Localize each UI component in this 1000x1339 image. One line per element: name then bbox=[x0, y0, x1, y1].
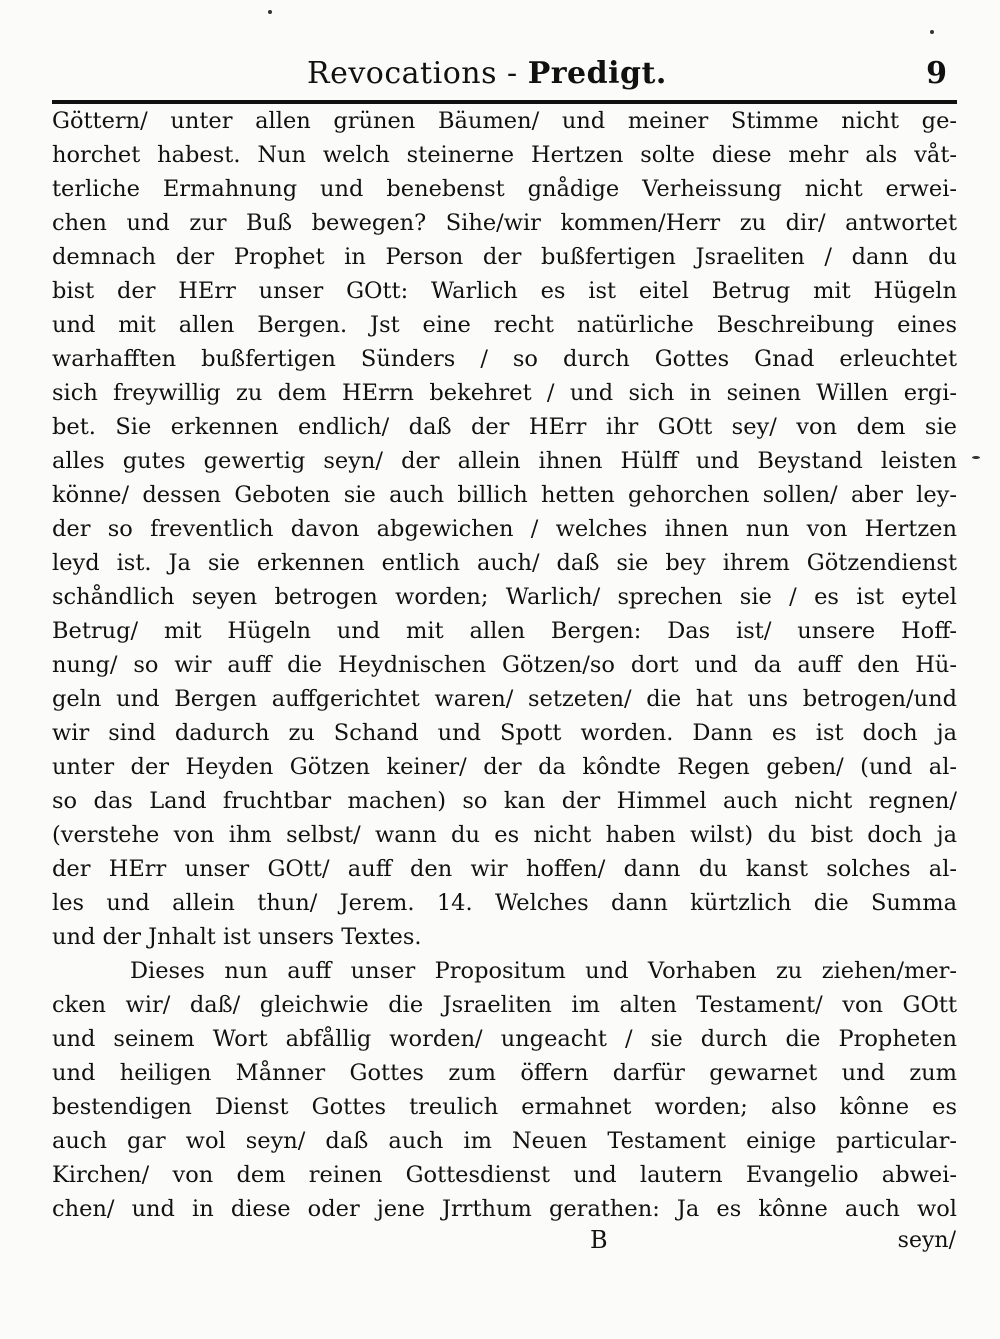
text-line: und mit allen Bergen. Jst eine recht natürliche Beschreibung eines bbox=[52, 312, 957, 338]
text-line: sich freywillig zu dem HErrn bekehret / und sich in seinen Willen ergi- bbox=[52, 380, 957, 406]
text-line: les und allein thun/ Jerem. 14. Welches dann kürtzlich die Summa bbox=[52, 890, 957, 916]
text-line: und seinem Wort abfållig worden/ ungeacht / sie durch die Propheten bbox=[52, 1026, 957, 1052]
text-line: auch gar wol seyn/ daß auch im Neuen Testament einige particular- bbox=[52, 1128, 957, 1154]
paper-speck bbox=[268, 10, 272, 14]
text-line: warhafften bußfertigen Sünders / so durch Gottes Gnad erleuchtet bbox=[52, 346, 957, 372]
text-line: chen/ und in diese oder jene Jrrthum gerathen: Ja es kônne auch wol bbox=[52, 1196, 957, 1222]
text-line: Betrug/ mit Hügeln und mit allen Bergen: Das ist/ unsere Hoff- bbox=[52, 618, 957, 644]
text-line: wir sind dadurch zu Schand und Spott worden. Dann es ist doch ja bbox=[52, 720, 957, 746]
body-text bbox=[52, 104, 957, 1226]
running-title-right: Predigt. bbox=[527, 56, 667, 91]
text-line: cken wir/ daß/ gleichwie die Jsraeliten im alten Testament/ von GOtt bbox=[52, 992, 957, 1018]
page-number: 9 bbox=[926, 56, 947, 91]
text-line: Kirchen/ von dem reinen Gottesdienst und lautern Evangelio abwei- bbox=[52, 1162, 957, 1188]
signature-mark: B bbox=[590, 1226, 608, 1254]
paper-speck bbox=[930, 30, 934, 34]
running-header bbox=[52, 52, 957, 96]
text-line: geln und Bergen auffgerichtet waren/ setzeten/ die hat uns betrogen/und bbox=[52, 686, 957, 712]
text-line: leyd ist. Ja sie erkennen entlich auch/ daß sie bey ihrem Götzendienst bbox=[52, 550, 957, 576]
text-line: und heiligen Månner Gottes zum öffern darfür gewarnet und zum bbox=[52, 1060, 957, 1086]
text-line: demnach der Prophet in Person der bußfertigen Jsraeliten / dann du bbox=[52, 244, 957, 270]
text-line: (verstehe von ihm selbst/ wann du es nicht haben wilst) du bist doch ja bbox=[52, 822, 957, 848]
text-line: könne/ dessen Geboten sie auch billich hetten gehorchen sollen/ aber ley- bbox=[52, 482, 957, 508]
paper-speck bbox=[972, 456, 980, 459]
text-line: der so freventlich davon abgewichen / welches ihnen nun von Hertzen bbox=[52, 516, 957, 542]
text-line: der HErr unser GOtt/ auff den wir hoffen/ dann du kanst solches al- bbox=[52, 856, 957, 882]
text-line: Dieses nun auff unser Propositum und Vorhaben zu ziehen/mer- bbox=[130, 958, 957, 984]
text-line: terliche Ermahnung und benebenst gnådige Verheissung nicht erwei- bbox=[52, 176, 957, 202]
text-line: bestendigen Dienst Gottes treulich ermahnet worden; also kônne es bbox=[52, 1094, 957, 1120]
catchword: seyn/ bbox=[897, 1228, 956, 1253]
text-line: nung/ so wir auff die Heydnischen Götzen/so dort und da auff den Hü- bbox=[52, 652, 957, 678]
text-line: alles gutes gewertig seyn/ der allein ihnen Hülff und Beystand leisten bbox=[52, 448, 957, 474]
text-line: schåndlich seyen betrogen worden; Warlich/ sprechen sie / es ist eytel bbox=[52, 584, 957, 610]
text-line: so das Land fruchtbar machen) so kan der Himmel auch nicht regnen/ bbox=[52, 788, 957, 814]
running-title-left: Revocations - bbox=[307, 56, 518, 91]
text-line: bet. Sie erkennen endlich/ daß der HErr ihr GOtt sey/ von dem sie bbox=[52, 414, 957, 440]
text-line: unter der Heyden Götzen keiner/ der da kôndte Regen geben/ (und al- bbox=[52, 754, 957, 780]
running-title bbox=[307, 56, 667, 91]
text-line: und der Jnhalt ist unsers Textes. bbox=[52, 924, 422, 950]
text-line: bist der HErr unser GOtt: Warlich es ist eitel Betrug mit Hügeln bbox=[52, 278, 957, 304]
text-line: horchet habest. Nun welch steinerne Hertzen solte diese mehr als våt- bbox=[52, 142, 957, 168]
text-line: Göttern/ unter allen grünen Bäumen/ und meiner Stimme nicht ge- bbox=[52, 108, 957, 134]
text-line: chen und zur Buß bewegen? Sihe/wir kommen/Herr zu dir/ antwortet bbox=[52, 210, 957, 236]
